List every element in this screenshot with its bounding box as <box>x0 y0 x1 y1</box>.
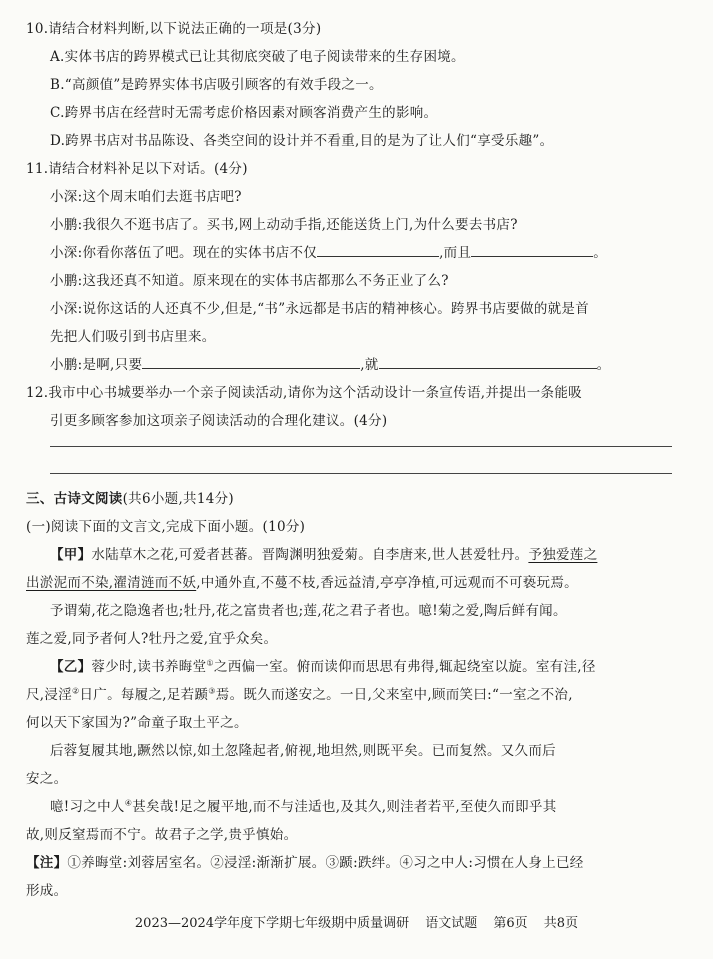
passage-yi-line <box>50 655 596 675</box>
page-footer <box>0 912 713 931</box>
passage-text: 焉。既久而遂安之。一日,父来室中,顾而笑曰:“一室之不治, <box>215 687 573 703</box>
dialogue-line: 先把人们吸引到书店里来。 <box>50 329 216 345</box>
footnote-marker: ② <box>72 686 80 696</box>
section-title-detail: (共6小题,共14分) <box>122 491 235 507</box>
subsection-title: (一)阅读下面的文言文,完成下面小题。(10分) <box>26 519 306 535</box>
dialogue-line: 小深:说你这话的人还真不少,但是,“书”永远都是书店的精神核心。跨界书店要做的就是首 <box>50 301 590 317</box>
dialogue-line: 小深:这个周末咱们去逛书店吧? <box>50 189 242 205</box>
dialogue-line-with-blanks <box>50 353 610 373</box>
passage-text: 尺,浸淫 <box>26 687 72 703</box>
page-total: 共8页 <box>543 916 579 931</box>
passage-yi-line: 何以天下家国为?”命童子取土平之。 <box>26 715 248 731</box>
section-title-bold: 三、古诗文阅读 <box>26 491 123 507</box>
footnote-marker: ① <box>206 658 214 668</box>
q10-option-b: B.“高颜值”是跨界实体书店吸引顾客的有效手段之一。 <box>50 77 383 93</box>
passage-text: 蓉少时,读书养晦堂 <box>91 659 207 675</box>
passage-label: 【乙】 <box>50 659 92 675</box>
passage-text: 水陆草木之花,可爱者甚蕃。晋陶渊明独爱菊。自李唐来,世人甚爱牡丹。 <box>91 547 529 563</box>
passage-jia-line: 莲之爱,同予者何人?牡丹之爱,宜乎众矣。 <box>26 631 278 647</box>
subject-label: 语文试题 <box>425 916 478 931</box>
notes-line <box>26 851 584 871</box>
dialogue-text: ,就 <box>360 357 379 373</box>
dialogue-text: 。 <box>596 357 611 373</box>
q11-stem: 11.请结合材料补足以下对话。(4分) <box>26 161 248 177</box>
answer-line[interactable] <box>50 473 672 474</box>
passage-label: 【甲】 <box>50 547 92 563</box>
passage-yi-line: 后蓉复履其地,蹶然以惊,如土忽隆起者,俯视,地坦然,则既平矣。已而复然。又久而后 <box>50 743 556 759</box>
q10-option-c: C.跨界书店在经营时无需考虑价格因素对顾客消费产生的影响。 <box>50 105 438 121</box>
passage-yi-line: 安之。 <box>26 771 68 787</box>
passage-text: 噫!习之中人 <box>50 799 125 815</box>
passage-text: ,中通外直,不蔓不枝,香远益清,亭亭净植,可远观而不可亵玩焉。 <box>196 575 578 591</box>
dialogue-text: 。 <box>593 245 608 261</box>
q10-option-a: A.实体书店的跨界模式已让其彻底突破了电子阅读带来的生存困境。 <box>50 49 465 65</box>
passage-yi-line: 故,则反窒焉而不宁。故君子之学,贵乎慎始。 <box>26 827 298 843</box>
passage-text: 甚矣哉!足之履平地,而不与洼适也,及其久,则洼者若平,至使久而即乎其 <box>132 799 557 815</box>
passage-jia-line: 予谓菊,花之隐逸者也;牡丹,花之富贵者也;莲,花之君子者也。噫!菊之爱,陶后鲜有闻。 <box>50 603 567 619</box>
notes-text: ①养晦堂:刘蓉居室名。②浸淫:渐渐扩展。③踬:跌绊。④习之中人:习惯在人身上已经 <box>67 855 584 871</box>
notes-label: 【注】 <box>26 855 68 871</box>
q10-option-d: D.跨界书店对书品陈设、各类空间的设计并不看重,目的是为了让人们“享受乐趣”。 <box>50 133 554 149</box>
dialogue-text: ,而且 <box>439 245 472 261</box>
q12-stem-line1: 12.我市中心书城要举办一个亲子阅读活动,请你为这个活动设计一条宣传语,并提出一条能吸 <box>26 385 582 401</box>
passage-text: 日广。每履之,足若踬 <box>79 687 209 703</box>
passage-yi-line <box>26 683 573 703</box>
answer-blank[interactable] <box>379 356 597 369</box>
passage-jia-line <box>26 571 578 591</box>
underlined-text: 出淤泥而不染,濯清涟而不妖 <box>26 575 197 591</box>
passage-yi-line <box>50 795 557 815</box>
dialogue-text: 小深:你看你落伍了吧。现在的实体书店不仅 <box>50 245 318 261</box>
exam-title: 2023—2024学年度下学期七年级期中质量调研 <box>134 916 410 931</box>
passage-text: 之西偏一室。俯而读仰而思思有弗得,辄起绕室以旋。室有洼,径 <box>213 659 596 675</box>
answer-blank[interactable] <box>142 356 360 369</box>
page-number: 第6页 <box>493 916 528 931</box>
answer-blank[interactable] <box>471 244 593 257</box>
notes-line: 形成。 <box>26 883 68 899</box>
dialogue-line: 小鹏:我很久不逛书店了。买书,网上动动手指,还能送货上门,为什么要去书店? <box>50 217 518 233</box>
section-title <box>26 487 234 507</box>
footnote-marker: ④ <box>124 798 133 808</box>
dialogue-text: 小鹏:是啊,只要 <box>50 357 143 373</box>
answer-blank[interactable] <box>317 244 439 257</box>
underlined-text: 予独爱莲之 <box>528 547 598 563</box>
footnote-marker: ③ <box>208 686 216 696</box>
q10-stem: 10.请结合材料判断,以下说法正确的一项是(3分) <box>26 21 322 37</box>
dialogue-line: 小鹏:这我还真不知道。原来现在的实体书店都那么不务正业了么? <box>50 273 449 289</box>
q12-stem-line2: 引更多顾客参加这项亲子阅读活动的合理化建议。(4分) <box>50 413 388 429</box>
passage-jia-line <box>50 543 597 563</box>
answer-line[interactable] <box>50 446 672 447</box>
dialogue-line-with-blanks <box>50 241 607 261</box>
